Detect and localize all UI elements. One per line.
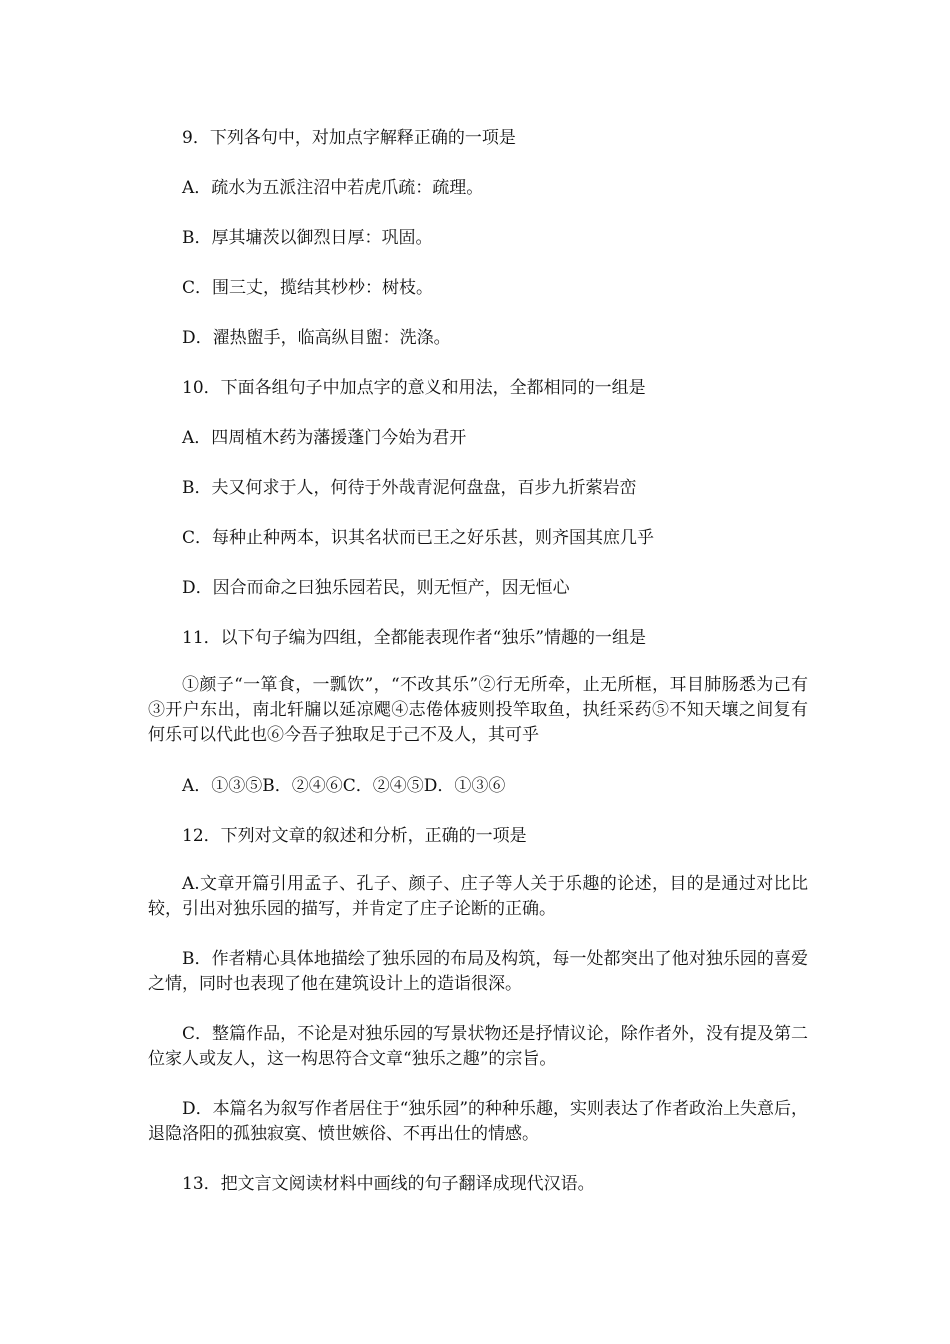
q12-option-c: C．整篇作品，不论是对独乐园的写景状物还是抒情议论，除作者外，没有提及第二位家人或友人，这一构思符合文章“独乐之趣”的宗旨。 bbox=[148, 1024, 808, 1069]
q12-option-b: B．作者精心具体地描绘了独乐园的布局及构筑，每一处都突出了他对独乐园的喜爱之情，同时也表现了他在建筑设计上的造诣很深。 bbox=[148, 949, 808, 994]
q10-option-c: C．每种止种两本，识其名状而已王之好乐甚，则齐国其庶几乎 bbox=[182, 528, 655, 548]
q9-option-d: D．濯热盥手，临高纵目盥：洗涤。 bbox=[182, 328, 451, 348]
q12-option-d: D．本篇名为叙写作者居住于“独乐园”的种种乐趣，实则表达了作者政治上失意后，退隐洛阳的孤独寂寞、愤世嫉俗、不再出仕的情感。 bbox=[148, 1099, 809, 1144]
q10-option-b: B．夫又何求于人，何待于外哉青泥何盘盘，百步九折萦岩峦 bbox=[182, 478, 637, 498]
q10-option-a: A．四周植木药为藩援蓬门今始为君开 bbox=[182, 428, 467, 448]
q11-options: A．①③⑤B．②④⑥C．②④⑤D．①③⑥ bbox=[182, 776, 506, 796]
q10-stem: 10．下面各组句子中加点字的意义和用法，全都相同的一组是 bbox=[182, 378, 646, 398]
q12-stem: 12．下列对文章的叙述和分析，正确的一项是 bbox=[182, 826, 527, 846]
q9-option-a: A．疏水为五派注沼中若虎爪疏：疏理。 bbox=[182, 178, 484, 198]
q11-stem: 11．以下句子编为四组，全都能表现作者“独乐”情趣的一组是 bbox=[182, 628, 647, 648]
q9-stem: 9．下列各句中，对加点字解释正确的一项是 bbox=[182, 128, 516, 148]
q9-option-c: C．围三丈，揽结其杪杪：树枝。 bbox=[182, 278, 434, 298]
q10-option-d: D．因合而命之曰独乐园若民，则无恒产，因无恒心 bbox=[182, 578, 570, 598]
q11-passage: ①颜子“一箪食，一瓢饮”，“不改其乐”②行无所牵，止无所框，耳目肺肠悉为己有③开户东出，南北轩牖以延凉飔④志倦体疲则投竿取鱼，执纴采药⑤不知天壤之间复有何乐可以代此也⑥今吾子独取足于己不及人，其可乎 bbox=[148, 675, 808, 745]
q13-stem: 13．把文言文阅读材料中画线的句子翻译成现代汉语。 bbox=[182, 1174, 595, 1194]
q9-option-b: B．厚其墉茨以御烈日厚：巩固。 bbox=[182, 228, 433, 248]
q12-option-a: A.文章开篇引用孟子、孔子、颜子、庄子等人关于乐趣的论述，目的是通过对比比较，引出对独乐园的描写，并肯定了庄子论断的正确。 bbox=[148, 874, 808, 919]
